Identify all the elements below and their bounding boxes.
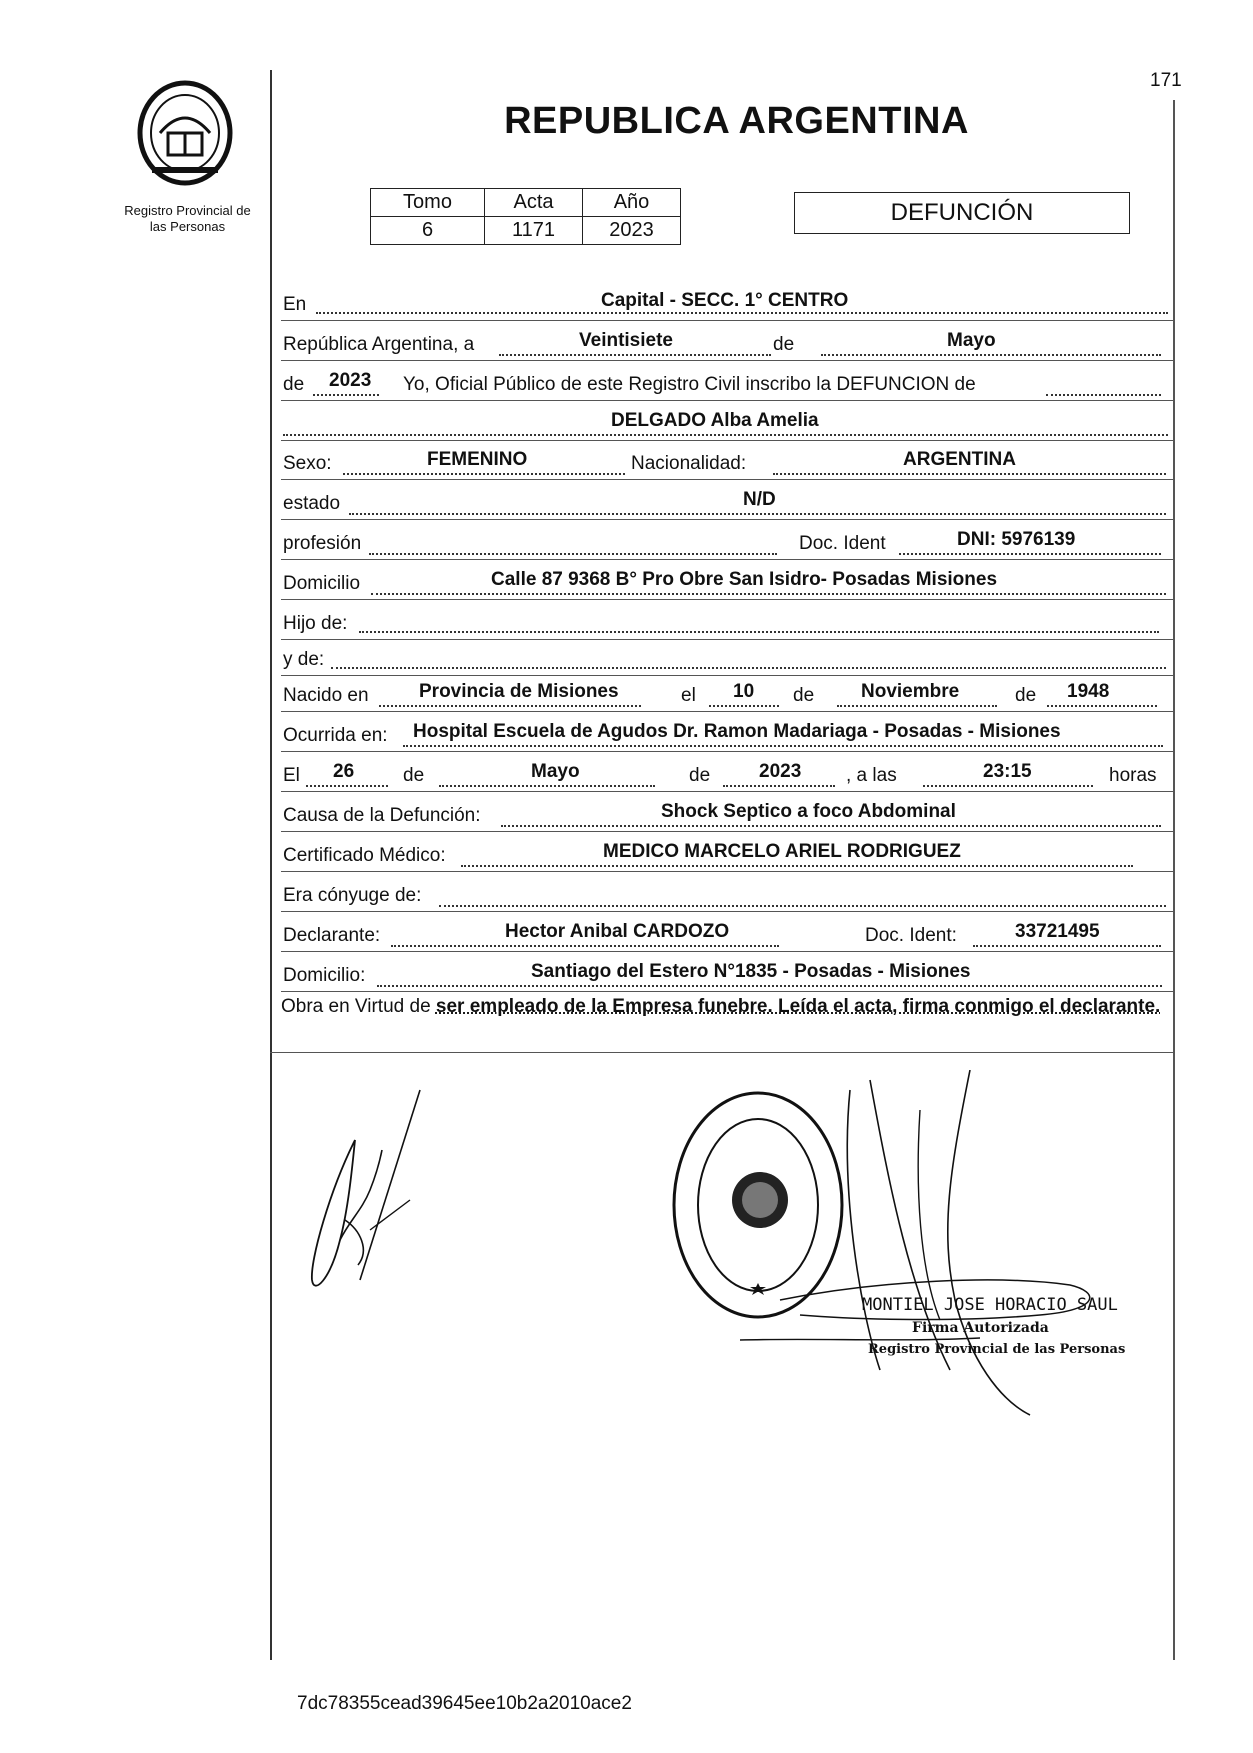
left-margin-line — [270, 70, 272, 1660]
El-label: El — [283, 765, 300, 786]
row-fecha — [281, 322, 1173, 361]
acta-value: 1171 — [485, 217, 583, 245]
estado-value: N/D — [743, 489, 776, 510]
logo-caption-line2: las Personas — [149, 219, 226, 234]
document-hash: 7dc78355cead39645ee10b2a2010ace2 — [297, 1693, 632, 1714]
hijo-label: Hijo de: — [283, 613, 348, 634]
dotted-line — [439, 905, 1166, 907]
row-profesion — [281, 521, 1173, 560]
nacido-value: Provincia de Misiones — [419, 681, 619, 702]
page-number: 171 — [1150, 70, 1182, 91]
year: 2023 — [329, 370, 372, 391]
horas-label: horas — [1109, 765, 1157, 786]
sexo-value: FEMENINO — [427, 449, 528, 470]
dotted-line — [1046, 394, 1161, 396]
profesion-label: profesión — [283, 533, 362, 554]
row-domicilio — [281, 561, 1173, 600]
yde-label: y de: — [283, 649, 325, 670]
logo-caption-line1: Registro Provincial de — [124, 203, 251, 218]
domicilio-label: Domicilio — [283, 573, 361, 594]
official-name: MONTIEL JOSE HORACIO SAUL — [862, 1295, 1118, 1315]
obra-text — [281, 992, 1173, 1022]
acta-header: Acta — [485, 189, 583, 217]
nacionalidad-value: ARGENTINA — [903, 449, 1016, 470]
tomo-value: 6 — [371, 217, 485, 245]
dotted-line — [973, 945, 1161, 947]
dotted-line — [379, 705, 641, 707]
row-deceased — [281, 402, 1173, 441]
anio-value: 2023 — [583, 217, 681, 245]
dotted-line — [403, 745, 1163, 747]
ocurrida-value: Hospital Escuela de Agudos Dr. Ramon Madariaga - Posadas - Misiones — [413, 721, 1061, 742]
dotted-line — [439, 785, 655, 787]
dotted-line — [343, 473, 625, 475]
obra-label: Obra en Virtud de — [281, 996, 431, 1017]
month: Mayo — [947, 330, 996, 351]
nacionalidad-label: Nacionalidad: — [631, 453, 747, 474]
row-sexo — [281, 441, 1173, 480]
dotted-line — [371, 593, 1166, 595]
declarante-label: Declarante: — [283, 925, 381, 946]
causa-label: Causa de la Defunción: — [283, 805, 481, 826]
record-type-box: DEFUNCIÓN — [794, 192, 1130, 234]
dotted-line — [369, 553, 777, 555]
dotted-line — [316, 312, 1168, 314]
doc2-value: 33721495 — [1015, 921, 1100, 942]
dotted-line — [306, 785, 388, 787]
obra-underline — [270, 1052, 1175, 1053]
en-value: Capital - SECC. 1° CENTRO — [601, 290, 849, 311]
dotted-line — [899, 553, 1161, 555]
logo-caption — [105, 203, 270, 235]
row-yde — [281, 637, 1173, 676]
year-prefix: de — [283, 374, 305, 395]
nacido-label: Nacido en — [283, 685, 369, 706]
row-hijo — [281, 601, 1173, 640]
dotted-line — [283, 434, 1168, 436]
doc-label: Doc. Ident — [799, 533, 886, 554]
dotted-line — [837, 705, 997, 707]
en-label: En — [283, 294, 307, 315]
anio-header: Año — [583, 189, 681, 217]
official-signature — [740, 1070, 1140, 1430]
day-words: Veintisiete — [579, 330, 673, 351]
death-year: 2023 — [759, 761, 802, 782]
dotted-line — [499, 354, 771, 356]
dotted-line — [461, 865, 1133, 867]
row-certificado — [281, 833, 1173, 872]
doc-value: DNI: 5976139 — [957, 529, 1076, 550]
death-day: 26 — [333, 761, 355, 782]
row-nacido — [281, 673, 1173, 712]
dotted-line — [377, 985, 1162, 987]
doc2-label: Doc. Ident: — [865, 925, 957, 946]
obra-value: ser empleado de la Empresa funebre. Leída el acta, firma conmigo el declarante. — [435, 996, 1161, 1017]
birth-month: Noviembre — [861, 681, 960, 702]
dotted-line — [723, 785, 835, 787]
row-oficial — [281, 362, 1173, 401]
ocurrida-label: Ocurrida en: — [283, 725, 388, 746]
dotted-line — [349, 513, 1166, 515]
row-ocurrida — [281, 713, 1173, 752]
causa-value: Shock Septico a foco Abdominal — [661, 801, 956, 822]
alas-label: , a las — [846, 765, 897, 786]
certificado-label: Certificado Médico: — [283, 845, 446, 866]
dotted-line — [331, 667, 1166, 669]
dotted-line — [391, 945, 779, 947]
el-label: el — [681, 685, 696, 706]
declarante-value: Hector Anibal CARDOZO — [505, 921, 730, 942]
declarant-signature — [300, 1080, 440, 1300]
certificado-value: MEDICO MARCELO ARIEL RODRIGUEZ — [603, 841, 961, 862]
dotted-line — [773, 473, 1166, 475]
death-month: Mayo — [531, 761, 580, 782]
de2-label: de — [793, 685, 815, 706]
domicilio-value: Calle 87 9368 B° Pro Obre San Isidro- Posadas Misiones — [491, 569, 998, 590]
de5-label: de — [689, 765, 711, 786]
dotted-line — [923, 785, 1093, 787]
de3-label: de — [1015, 685, 1037, 706]
official-role: Firma Autorizada — [912, 1320, 1049, 1336]
official-office: Registro Provincial de las Personas — [868, 1342, 1126, 1357]
oficial-text: Yo, Oficial Público de este Registro Civil inscribo la DEFUNCION de — [403, 374, 976, 395]
row-en — [281, 282, 1173, 321]
dotted-line — [359, 631, 1159, 633]
deceased-name: DELGADO Alba Amelia — [611, 410, 819, 431]
row-declarante — [281, 913, 1173, 952]
dotted-line — [313, 394, 379, 396]
de4-label: de — [403, 765, 425, 786]
domicilio2-label: Domicilio: — [283, 965, 366, 986]
tomo-header: Tomo — [371, 189, 485, 217]
estado-label: estado — [283, 493, 341, 514]
de-label: de — [773, 334, 795, 355]
row-estado — [281, 481, 1173, 520]
row-causa — [281, 793, 1173, 832]
birth-year: 1948 — [1067, 681, 1110, 702]
document-title: REPUBLICA ARGENTINA — [504, 100, 969, 142]
dotted-line — [1047, 705, 1157, 707]
dotted-line — [821, 354, 1161, 356]
death-time: 23:15 — [983, 761, 1032, 782]
row-fecha-defuncion — [281, 753, 1173, 792]
birth-day: 10 — [733, 681, 755, 702]
dotted-line — [501, 825, 1161, 827]
row-domicilio2 — [281, 953, 1173, 992]
dotted-line — [709, 705, 779, 707]
record-table — [370, 188, 681, 245]
right-margin-line — [1173, 100, 1175, 1660]
sexo-label: Sexo: — [283, 453, 332, 474]
conyuge-label: Era cónyuge de: — [283, 885, 422, 906]
republica-label: República Argentina, a — [283, 334, 475, 355]
row-conyuge — [281, 873, 1173, 912]
domicilio2-value: Santiago del Estero N°1835 - Posadas - Misiones — [531, 961, 971, 982]
